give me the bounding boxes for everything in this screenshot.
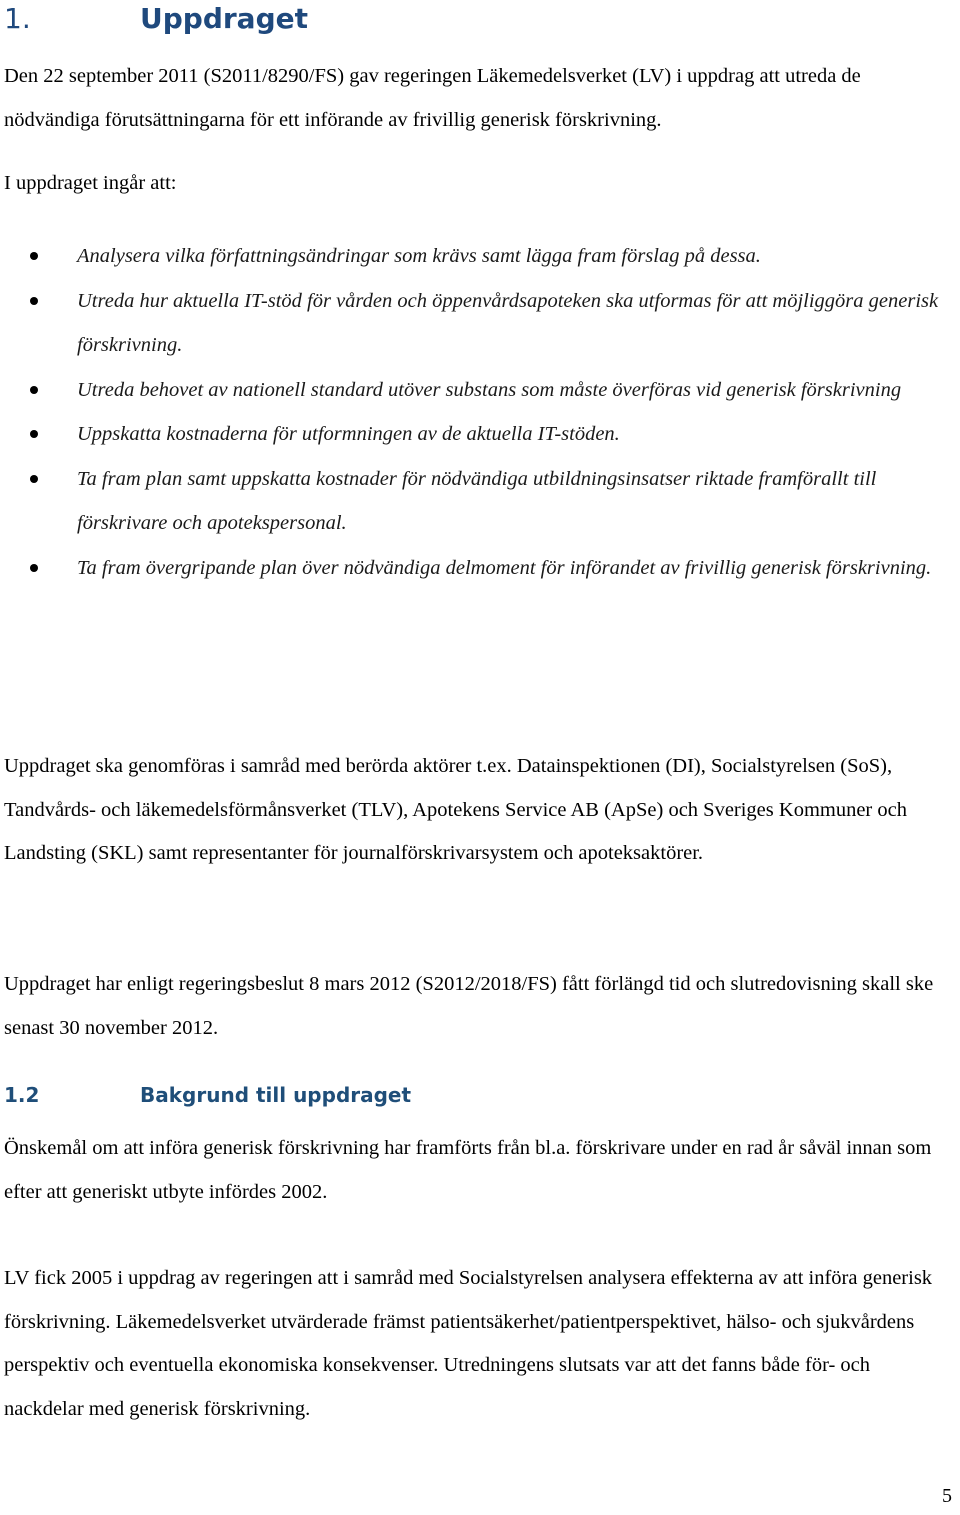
bullet-text: Ta fram övergripande plan över nödvändiga delmoment för införandet av frivillig generisk förskrivning. (77, 556, 932, 579)
bullet-item (0, 457, 960, 546)
section-number: 1. (4, 2, 31, 35)
bullet-text: Ta fram plan samt uppskatta kostnader för nödvändiga utbildningsinsatser riktade framförallt till förskrivare och apotekspersonal. (77, 467, 877, 534)
background-paragraph-2: LV fick 2005 i uppdrag av regeringen att i samråd med Socialstyrelsen analysera effekterna av att införa generisk förskrivning. Läkemedelsverket utvärderade främst patientsäkerhet/patientperspektivet, hälso- och sjukvårdens perspektiv och eventuella ekonomiska konsekvenser. Utredningens slutsats var att det fanns både för- och nackdelar med generisk förskrivning. (4, 1267, 933, 1420)
list-intro-paragraph: I uppdraget ingår att: (4, 172, 177, 194)
bullet-item (0, 368, 960, 413)
bullet-text: Uppskatta kostnaderna för utformningen av de aktuella IT-stöden. (77, 423, 620, 445)
bullet-item (0, 279, 960, 368)
assignment-bullet-list (0, 234, 960, 590)
bullet-item (0, 234, 960, 279)
extension-paragraph: Uppdraget har enligt regeringsbeslut 8 mars 2012 (S2012/2018/FS) fått förlängd tid och slutredovisning skall ske senast 30 november 2012. (4, 973, 934, 1039)
bullet-dot-icon (30, 297, 38, 305)
bullet-item (0, 546, 960, 591)
bullet-text: Utreda hur aktuella IT-stöd för vården och öppenvårdsapoteken ska utformas för att möjliggöra generisk förskrivning. (77, 289, 939, 356)
bullet-text: Utreda behovet av nationell standard utöver substans som måste överföras vid generisk förskrivning (77, 378, 902, 401)
intro-paragraph: Den 22 september 2011 (S2011/8290/FS) gav regeringen Läkemedelsverket (LV) i uppdrag att utreda de nödvändiga förutsättningarna för ett införande av frivillig generisk förskrivning. (4, 65, 861, 131)
section-title: Uppdraget (140, 2, 308, 35)
bullet-item (0, 412, 960, 457)
background-paragraph-1: Önskemål om att införa generisk förskrivning har framförts från bl.a. förskrivare under en rad år såväl innan som efter att generiskt utbyte infördes 2002. (4, 1137, 932, 1203)
bullet-dot-icon (30, 475, 38, 483)
collaboration-paragraph: Uppdraget ska genomföras i samråd med berörda aktörer t.ex. Datainspektionen (DI), Socialstyrelsen (SoS), Tandvårds- och läkemedelsförmånsverket (TLV), Apotekens Service AB (ApSe) och Sveriges Kommuner och Landsting (SKL) samt representanter för journalförskrivarsystem och apoteksaktörer. (4, 755, 907, 864)
bullet-dot-icon (30, 564, 38, 572)
subsection-title: Bakgrund till uppdraget (140, 1083, 412, 1107)
bullet-dot-icon (30, 252, 38, 260)
bullet-dot-icon (30, 430, 38, 438)
page-number: 5 (942, 1485, 952, 1507)
subsection-number: 1.2 (4, 1083, 40, 1107)
bullet-text: Analysera vilka författningsändringar som krävs samt lägga fram förslag på dessa. (77, 245, 761, 267)
bullet-dot-icon (30, 386, 38, 394)
